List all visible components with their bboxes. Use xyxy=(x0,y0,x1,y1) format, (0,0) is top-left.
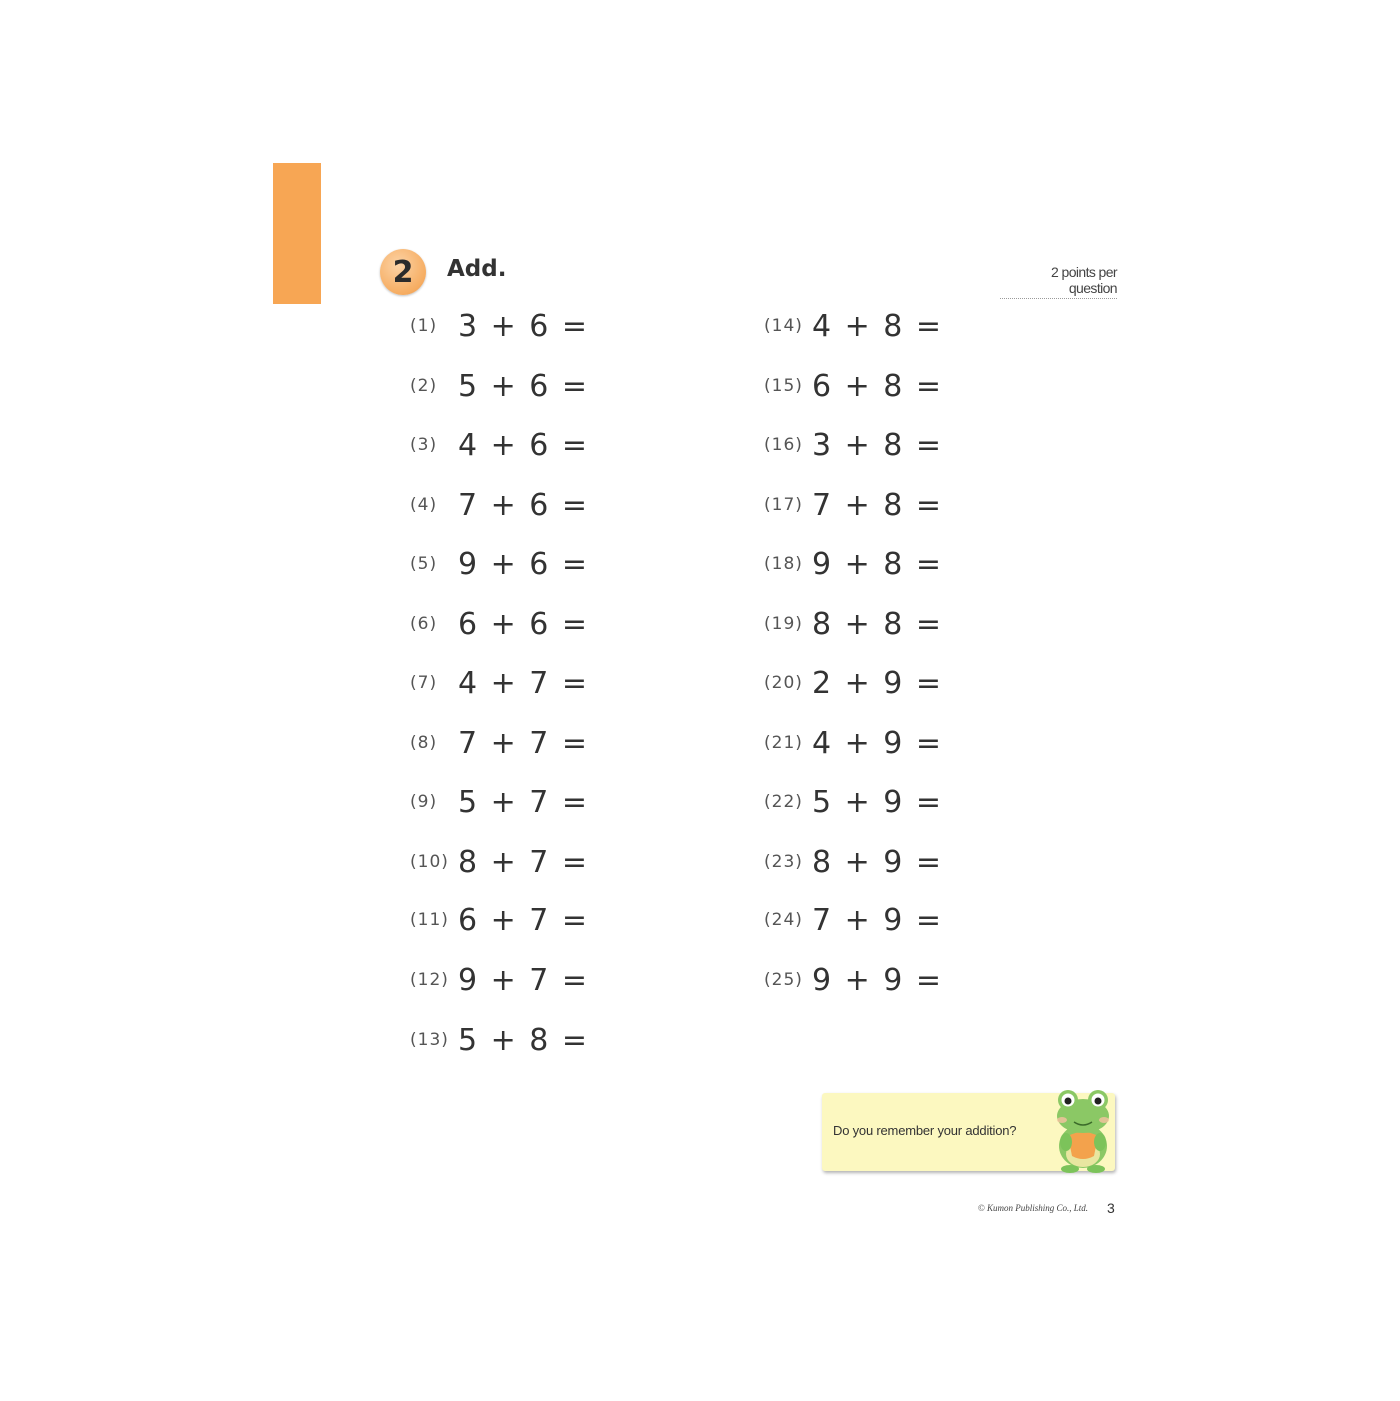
problem-expression: 9 + 7 = xyxy=(458,962,591,998)
problem-row xyxy=(410,604,590,644)
problem-row xyxy=(764,782,944,822)
problem-number: (23) xyxy=(764,852,803,872)
problem-expression: 4 + 9 = xyxy=(812,725,945,761)
copyright-text: © Kumon Publishing Co., Ltd. xyxy=(977,1203,1088,1213)
problem-expression: 3 + 8 = xyxy=(812,427,945,463)
problem-expression: 9 + 8 = xyxy=(812,546,945,582)
points-note: 2 points per question xyxy=(1000,264,1117,299)
problem-number: (16) xyxy=(764,435,803,455)
problem-number: (12) xyxy=(410,970,449,990)
problem-number: (24) xyxy=(764,910,803,930)
problem-number: (21) xyxy=(764,733,803,753)
problem-expression: 5 + 6 = xyxy=(458,368,591,404)
problem-number: (3) xyxy=(410,435,438,455)
problem-expression: 4 + 6 = xyxy=(458,427,591,463)
hint-text: Do you remember your addition? xyxy=(833,1123,1017,1138)
problem-expression: 8 + 7 = xyxy=(458,844,591,880)
problem-expression: 8 + 9 = xyxy=(812,844,945,880)
problem-row xyxy=(764,366,944,406)
problem-row xyxy=(764,485,944,525)
problem-row xyxy=(410,960,590,1000)
problem-row xyxy=(410,723,590,763)
problem-expression: 5 + 9 = xyxy=(812,784,945,820)
problem-row xyxy=(410,842,590,882)
problem-row xyxy=(410,663,590,703)
problem-number: (5) xyxy=(410,554,438,574)
problem-number: (7) xyxy=(410,673,438,693)
problem-row xyxy=(764,663,944,703)
problem-number: (22) xyxy=(764,792,803,812)
page-number: 3 xyxy=(1107,1200,1115,1216)
problem-row xyxy=(764,306,944,346)
problem-number: (20) xyxy=(764,673,803,693)
problem-number: (18) xyxy=(764,554,803,574)
problem-expression: 7 + 9 = xyxy=(812,902,945,938)
problem-number: (10) xyxy=(410,852,449,872)
problem-expression: 6 + 7 = xyxy=(458,902,591,938)
problem-number: (11) xyxy=(410,910,449,930)
problem-number: (6) xyxy=(410,614,438,634)
problem-expression: 6 + 8 = xyxy=(812,368,945,404)
problem-expression: 6 + 6 = xyxy=(458,606,591,642)
problem-expression: 2 + 9 = xyxy=(812,665,945,701)
problem-expression: 7 + 8 = xyxy=(812,487,945,523)
problem-number: (2) xyxy=(410,376,438,396)
problem-expression: 4 + 8 = xyxy=(812,308,945,344)
problem-expression: 9 + 6 = xyxy=(458,546,591,582)
section-number-badge: 2 xyxy=(380,249,426,295)
problem-number: (13) xyxy=(410,1030,449,1050)
problem-expression: 8 + 8 = xyxy=(812,606,945,642)
problem-number: (1) xyxy=(410,316,438,336)
frog-icon xyxy=(1050,1080,1120,1174)
problem-expression: 5 + 8 = xyxy=(458,1022,591,1058)
problem-expression: 5 + 7 = xyxy=(458,784,591,820)
problem-row xyxy=(764,842,944,882)
problem-number: (19) xyxy=(764,614,803,634)
problem-number: (4) xyxy=(410,495,438,515)
problem-number: (9) xyxy=(410,792,438,812)
problem-number: (15) xyxy=(764,376,803,396)
section-title: Add. xyxy=(447,256,507,282)
problem-row xyxy=(410,544,590,584)
section-tab-marker xyxy=(273,163,321,304)
problem-row xyxy=(410,306,590,346)
problem-row xyxy=(410,425,590,465)
problem-number: (8) xyxy=(410,733,438,753)
problem-expression: 3 + 6 = xyxy=(458,308,591,344)
problem-row xyxy=(764,425,944,465)
problem-row xyxy=(764,900,944,940)
problem-row xyxy=(410,782,590,822)
problem-expression: 7 + 6 = xyxy=(458,487,591,523)
problem-number: (25) xyxy=(764,970,803,990)
problem-expression: 4 + 7 = xyxy=(458,665,591,701)
problem-row xyxy=(410,366,590,406)
problem-row xyxy=(410,900,590,940)
problem-row xyxy=(764,544,944,584)
problem-number: (17) xyxy=(764,495,803,515)
problem-row xyxy=(764,723,944,763)
problem-number: (14) xyxy=(764,316,803,336)
problem-row xyxy=(410,1020,590,1060)
problem-row xyxy=(764,604,944,644)
problem-expression: 9 + 9 = xyxy=(812,962,945,998)
problem-row xyxy=(410,485,590,525)
problem-expression: 7 + 7 = xyxy=(458,725,591,761)
problem-row xyxy=(764,960,944,1000)
